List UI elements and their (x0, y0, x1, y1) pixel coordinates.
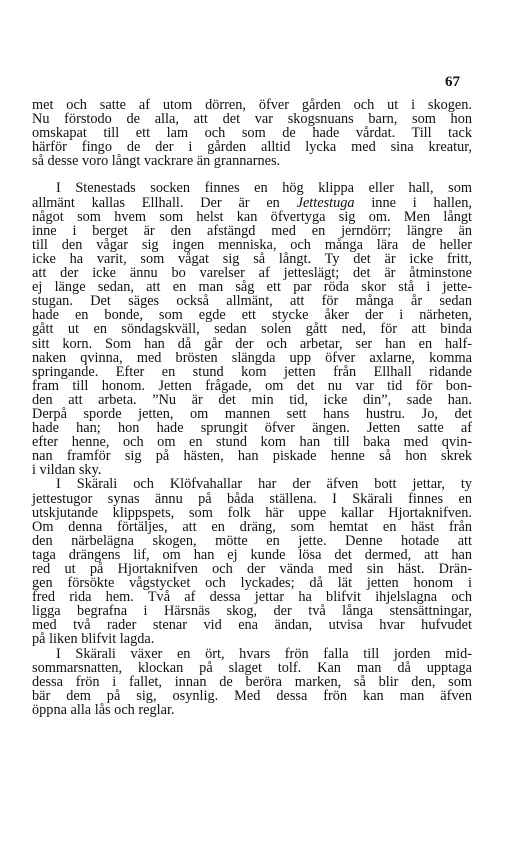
text-line: nan framför sig på hästen, han piskade henne så hon skrek (32, 448, 472, 465)
paragraph (32, 98, 472, 168)
text-line: allmänt kallas Ellhall. Der är en Jettestuga inne i hallen, (32, 194, 472, 211)
text-line: ligga begrafna i Härsnäs skog, der två långa stensättningar, (32, 603, 472, 620)
text-line: gen försökte vågstycket och lyckades; då lät jetten honom i (32, 575, 472, 592)
text-line: red ut på Hjortaknifven och der vända med sin häst. Drän- (32, 561, 472, 577)
text-line: hade en bonde, som egde ett stycke åker der i närheten, (32, 307, 472, 324)
text-line: sommarsnatten, klockan på slaget tolf. Kan man då upptaga (32, 659, 472, 676)
text-line: bär dem på sig, osynlig. Med dessa frön kan man äfven (32, 687, 472, 704)
text-line: på liken blifvit lagda. (32, 631, 155, 648)
text-line: fram till honom. Jetten frågade, om det nu var tid för bon- (32, 377, 472, 394)
text-line: dessa frön i fallet, innan de berörа marken, så blir den, som (32, 673, 472, 690)
text-line: taga drängens lif, om han ej kunde lösa det dermed, att han (32, 546, 472, 563)
text-line: i vildan sky. (32, 462, 102, 479)
text-line: den närbelägna skogen, mötte en jette. Denne hotade att (32, 532, 472, 549)
text-line: ej länge sedan, att en man såg ett par röda skor stå i jette- (32, 279, 472, 296)
text-line: efter henne, och om en stund kom han till baka med qvin- (32, 434, 472, 451)
text-line: stugan. Det säges också allmänt, att för många år sedan (32, 293, 472, 310)
text-line: öppna alla lås och reglar. (32, 701, 175, 718)
paragraph (32, 477, 472, 646)
text-line: I Stenestads socken finnes en hög klippa eller hall, som (56, 180, 472, 197)
text-line: något som hvem som helst kan öfvertyga sig om. Men långt (32, 208, 472, 225)
text-line: omskapat till ett lam och som de hade vårdat. Till tack (32, 125, 472, 142)
text-line: gått ut en söndagskväll, sedan solen gått ned, för att binda (32, 321, 472, 338)
text-line: den att arbeta. ”Nu är det min tid, icke din”, sade han. (32, 391, 472, 408)
text-line: fred rida hem. Två af dessa jettar ha blifvit ihjelslagna och (32, 589, 472, 606)
text-line: icke ha varit, som vågat sig så långt. Ty det är icke fritt, (32, 250, 472, 267)
text-line: inne i berget är den afstängd med en jerndörr; längre än (32, 222, 472, 239)
italic-term: Jettestuga (296, 194, 355, 211)
paragraph (32, 647, 472, 717)
page-number: 67 (445, 74, 460, 90)
text-line: I Skärali och Klöfvahallar har der äfven bott jettar, ty (56, 476, 472, 493)
text-line: Derpå sporde jetten, om mannen sett hans hustru. Jo, det (32, 405, 472, 422)
text-line: jettestugor synas ännu på båda ställena. I Skärali finnes en (32, 490, 472, 507)
text-line: härför fingo de der i gården alltid lycka med sina kreatur, (32, 139, 472, 156)
text-line: utskjutande klippspets, som folk här uppe kallar Hjortaknifven. (32, 504, 472, 521)
text-line: så desse voro långt vackrare än grannarnes. (32, 153, 281, 170)
text-line: met och satte af utom dörren, öfver gården och ut i skogen. (32, 97, 472, 113)
text-line: med två rader stenar vid ena ändan, utvisa hvar hufvudet (32, 617, 472, 634)
text-line: springande. Efter en stund kom jetten från Ellhall ridande (32, 363, 472, 380)
text-line: naken qvinna, med brösten slängda upp öfver axlarne, komma (32, 349, 472, 366)
text-line: att der icke ännu bo varelser af jetteslägt; det är åtminstone (32, 265, 472, 282)
text-line: sitt korn. Som han då går der och arbetar, ser han en half- (32, 335, 472, 352)
text-line: till den vågar sig ingen menniska, och många lära de heller (32, 236, 472, 253)
text-line: hade han; hon hade sprungit öfver ängen. Jetten satte af (32, 420, 472, 437)
text-line: I Skärali växer en ört, hvars frön falla till jorden mid- (56, 645, 472, 662)
text-line: Om denna förtäljes, att en dräng, som hemtat en häst från (32, 518, 472, 535)
body-text (32, 98, 472, 717)
text-line: Nu förstodo de alla, att det var skogsnuans barn, som hon (32, 111, 472, 128)
paragraph (32, 181, 472, 477)
